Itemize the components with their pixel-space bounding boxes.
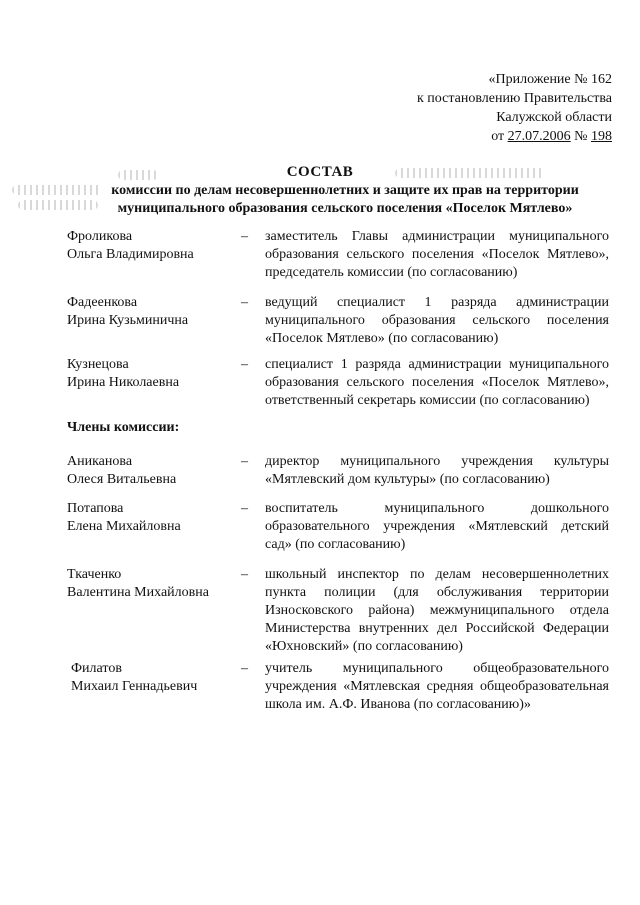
member-role: директор муниципального учреждения культуры «Мятлевский дом культуры» (по согласованию) (265, 454, 609, 487)
member-name (67, 294, 237, 330)
resolution-date-line (352, 127, 612, 146)
document-subtitle-line2: муниципального образования сельского поселения «Поселок Мятлево» (117, 201, 573, 216)
member-surname: Фроликова (67, 229, 133, 244)
resolution-reference: к постановлению Правительства (416, 91, 612, 106)
member-given-names: Михаил Геннадьевич (71, 679, 198, 694)
member-role: учитель муниципального общеобразовательного учреждения «Мятлевская средняя общеобразовательная школа им. А.Ф. Иванова (по согласованию)» (265, 661, 609, 712)
member-given-names: Олеся Витальевна (67, 472, 177, 487)
member-given-names: Елена Михайловна (67, 519, 181, 534)
date-prefix: от (491, 129, 508, 144)
member-surname: Филатов (71, 661, 122, 676)
member-given-names: Валентина Михайловна (67, 585, 209, 600)
region-name: Калужской области (496, 110, 612, 125)
member-role: школьный инспектор по делам несовершеннолетних пункта полиции (для обслуживания территории Износковского района) межмуниципального отдела Министерства внутренних дел Российской Федерации «Юхновский» (по согласованию) (265, 567, 609, 654)
member-surname: Ткаченко (67, 567, 122, 582)
member-surname: Фадеенкова (67, 295, 138, 310)
member-given-names: Ирина Николаевна (67, 375, 180, 390)
document-subtitle-line1: комиссии по делам несовершеннолетних и защите их прав на территории (111, 183, 579, 198)
member-given-names: Ольга Владимировна (67, 247, 194, 262)
dash-separator: – (241, 501, 248, 516)
member-surname: Потапова (67, 501, 124, 516)
number-prefix: № (570, 129, 591, 144)
resolution-date: 27.07.2006 (507, 129, 571, 144)
member-role: воспитатель муниципального дошкольного образовательного учреждения «Мятлевский детский сад» (по согласованию) (265, 501, 609, 552)
resolution-number: 198 (591, 129, 612, 144)
member-name (67, 453, 237, 489)
appendix-number: «Приложение № 162 (488, 72, 612, 87)
member-name (67, 228, 237, 264)
dash-separator: – (241, 567, 248, 582)
member-name (67, 500, 237, 536)
dash-separator: – (241, 357, 248, 372)
members-heading: Члены комиссии: (67, 420, 180, 435)
dash-separator: – (241, 295, 248, 310)
member-surname: Аниканова (67, 454, 133, 469)
member-given-names: Ирина Кузьминична (67, 313, 189, 328)
member-name (71, 660, 241, 696)
dash-separator: – (241, 229, 248, 244)
document-title: СОСТАВ (286, 164, 354, 180)
appendix-header (352, 70, 612, 146)
dash-separator: – (241, 661, 248, 676)
member-name (67, 356, 237, 392)
member-name (67, 566, 237, 602)
member-surname: Кузнецова (67, 357, 129, 372)
member-role: ведущий специалист 1 разряда администрации муниципального образования сельского поселения «Поселок Мятлево» (по согласованию) (265, 295, 609, 346)
document-title-block (0, 162, 640, 218)
member-role: специалист 1 разряда администрации муниципального образования сельского поселения «Поселок Мятлево», ответственный секретарь комиссии (по согласованию) (265, 357, 609, 408)
dash-separator: – (241, 454, 248, 469)
member-role: заместитель Главы администрации муниципального образования сельского поселения «Поселок Мятлево», председатель комиссии (по согласованию) (265, 229, 609, 280)
